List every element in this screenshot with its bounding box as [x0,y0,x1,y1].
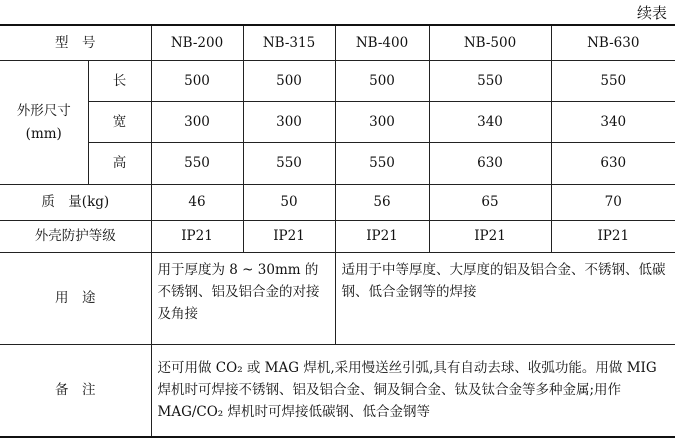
model-header: NB-500 [429,25,551,61]
usage-text-small: 用于厚度为 8 ~ 30mm 的不锈钢、铝及铝合金的对接及角接 [151,253,335,345]
table-cell: 300 [243,102,335,143]
usage-label: 用 途 [0,253,151,345]
remarks-text: 还可用做 CO₂ 或 MAG 焊机,采用慢送丝引弧,具有自动去球、收弧功能。用做 MIG 焊机时可焊接不锈钢、铝及铝合金、铜及铜合金、钛及钛合金等多种金属;用作 MAG/CO₂ 焊机时可焊接低碳钢、低合金钢等 [151,345,675,437]
table-cell: IP21 [551,221,675,253]
remarks-row [0,345,675,437]
table-cell: 550 [551,61,675,102]
dimension-row-height [0,143,675,185]
protection-row [0,221,675,253]
header-row [0,25,675,61]
model-header: NB-400 [335,25,429,61]
model-header: NB-630 [551,25,675,61]
model-header: NB-200 [151,25,243,61]
usage-row [0,253,675,345]
spec-table [0,24,675,438]
table-cell: 500 [335,61,429,102]
table-cell: 340 [429,102,551,143]
table-cell: 65 [429,185,551,221]
table-cell: 500 [243,61,335,102]
table-cell: 500 [151,61,243,102]
dimension-row-length [0,61,675,102]
table-cell: IP21 [151,221,243,253]
table-cell: 550 [335,143,429,185]
table-cell: IP21 [335,221,429,253]
dimensions-label [0,61,88,185]
table-cell: 46 [151,185,243,221]
dimensions-unit: (mm) [25,125,62,142]
table-cell: 340 [551,102,675,143]
model-header: NB-315 [243,25,335,61]
table-cell: 550 [429,61,551,102]
table-cell: 630 [429,143,551,185]
table-cell: IP21 [243,221,335,253]
dimension-name: 长 [88,61,151,102]
table-cell: 550 [151,143,243,185]
table-cell: 550 [243,143,335,185]
mass-row [0,185,675,221]
table-cell: 56 [335,185,429,221]
dimension-name: 高 [88,143,151,185]
table-cell: 630 [551,143,675,185]
remarks-label: 备 注 [0,345,151,437]
protection-label: 外壳防护等级 [0,221,151,253]
table-cell: IP21 [429,221,551,253]
type-header: 型 号 [0,25,151,61]
mass-label: 质 量(kg) [0,185,151,221]
table-cell: 50 [243,185,335,221]
table-cell: 70 [551,185,675,221]
table-cell: 300 [335,102,429,143]
usage-text-large: 适用于中等厚度、大厚度的铝及铝合金、不锈钢、低碳钢、低合金钢等的焊接 [335,253,675,345]
continued-label: 续表 [636,4,667,22]
dimensions-label-text: 外形尺寸 [16,102,71,119]
dimension-name: 宽 [88,102,151,143]
dimension-row-width [0,102,675,143]
table-cell: 300 [151,102,243,143]
